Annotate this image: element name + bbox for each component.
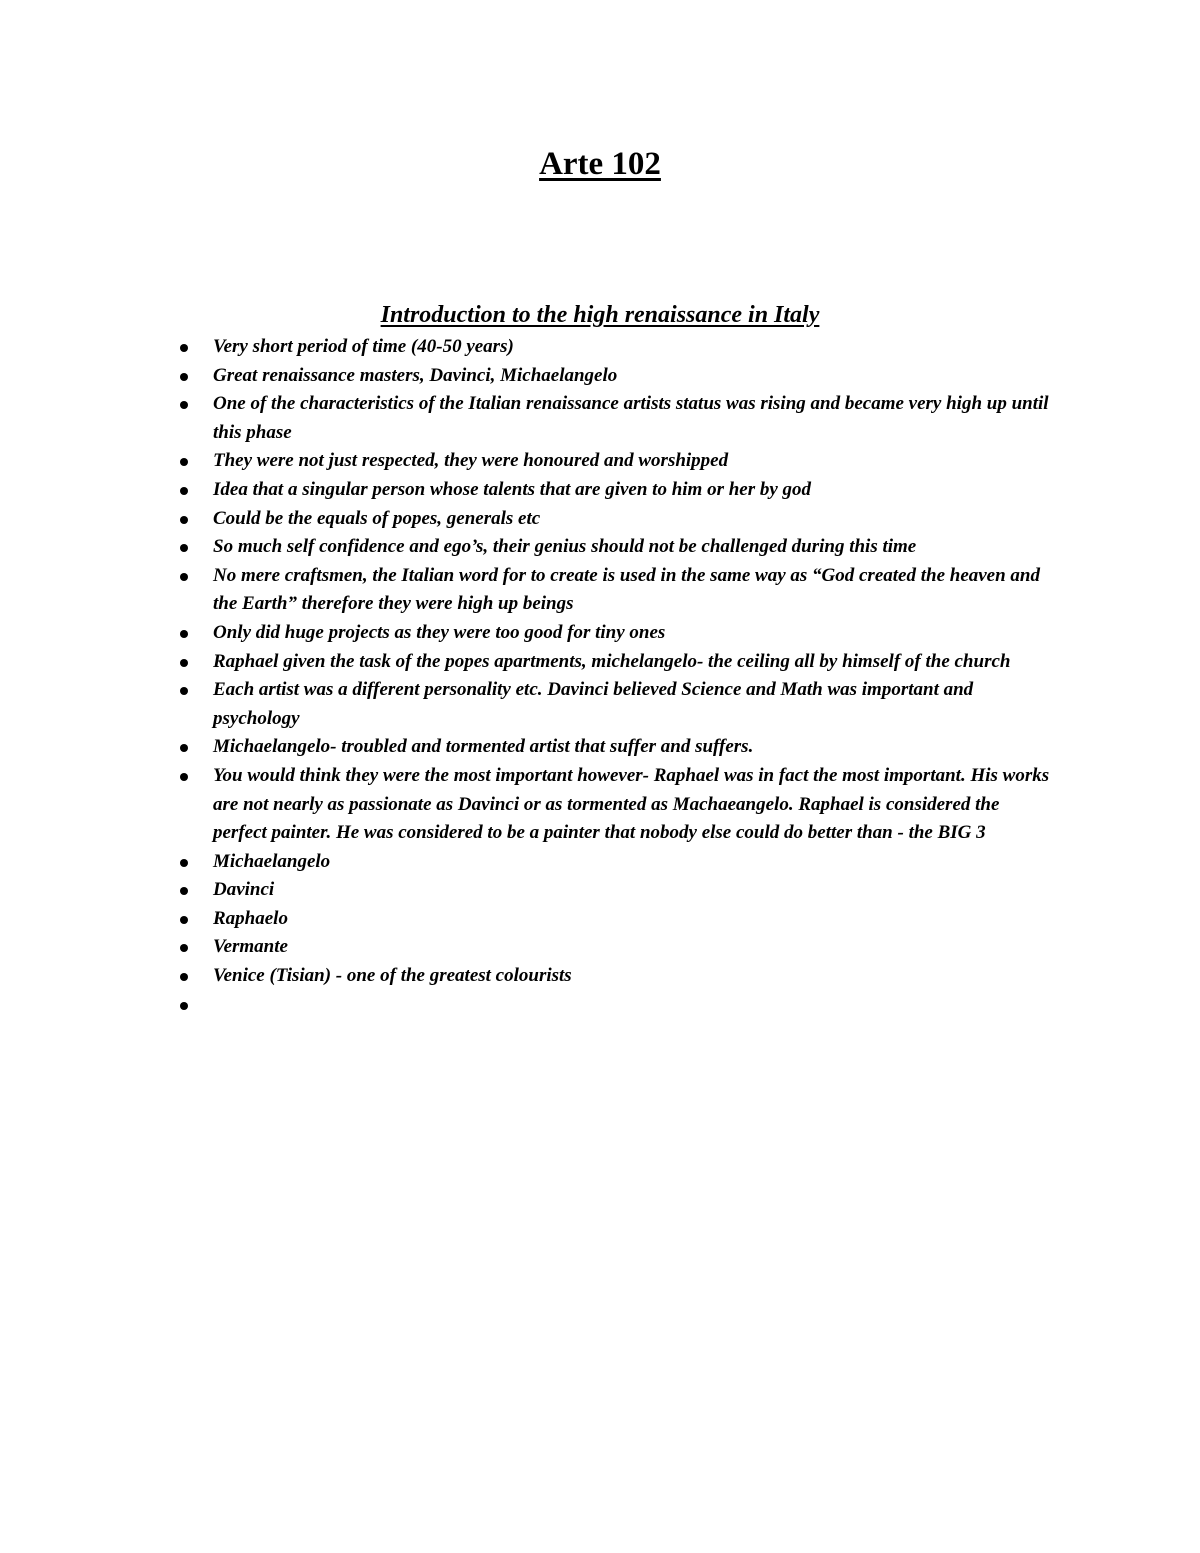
bullet-icon — [180, 516, 188, 524]
list-item — [176, 962, 1056, 991]
list-item-text: No mere craftsmen, the Italian word for to create is used in the same way as “God created the heaven and the Earth” therefore they were high up beings — [213, 564, 1041, 615]
list-item-text: Raphaelo — [213, 907, 288, 929]
list-item — [176, 619, 1056, 648]
bullet-icon — [180, 573, 188, 581]
bullet-icon — [180, 630, 188, 638]
list-item-text: Michaelangelo — [213, 850, 331, 872]
bullet-icon — [180, 458, 188, 466]
list-item-text: So much self confidence and ego’s, their genius should not be challenged during this time — [213, 536, 917, 558]
list-item — [176, 533, 1056, 562]
list-item-text: Venice (Tisian) - one of the greatest colourists — [213, 965, 572, 987]
bullet-icon — [180, 373, 188, 381]
bullet-icon — [180, 544, 188, 552]
list-item-text: They were not just respected, they were honoured and worshipped — [213, 450, 729, 472]
bullet-icon — [180, 659, 188, 667]
list-item — [176, 505, 1056, 534]
list-item-text: Very short period of time (40-50 years) — [213, 336, 514, 357]
list-item — [176, 733, 1056, 762]
list-item-text: Each artist was a different personality etc. Davinci believed Science and Math was important and psychology — [213, 679, 974, 729]
bullet-icon — [180, 944, 188, 952]
bullet-icon — [180, 973, 188, 981]
list-item — [176, 762, 1056, 848]
bullet-list — [176, 333, 1056, 1019]
list-item — [176, 562, 1056, 619]
bullet-icon — [180, 773, 188, 781]
list-item-empty — [176, 991, 1056, 1020]
bullet-icon — [180, 744, 188, 752]
bullet-icon — [180, 887, 188, 895]
list-item — [176, 476, 1056, 505]
list-item — [176, 933, 1056, 962]
bullet-icon — [180, 344, 188, 352]
list-item-text: Davinci — [213, 879, 275, 901]
document-title: Arte 102 — [539, 146, 661, 182]
bullet-icon — [180, 1002, 188, 1010]
list-item — [176, 905, 1056, 934]
list-item-text: Michaelangelo- troubled and tormented artist that suffer and suffers. — [213, 736, 754, 758]
bullet-icon — [180, 859, 188, 867]
list-item-text: Vermante — [213, 936, 288, 958]
bullet-icon — [180, 687, 188, 695]
list-item — [176, 362, 1056, 391]
bullet-icon — [180, 487, 188, 495]
list-item-text: Only did huge projects as they were too good for tiny ones — [213, 621, 666, 643]
list-item-text: Raphael given the task of the popes apartments, michelangelo- the ceiling all by himself of the church — [213, 650, 1011, 672]
list-item — [176, 447, 1056, 476]
list-item — [176, 676, 1056, 733]
list-item — [176, 648, 1056, 677]
list-item — [176, 333, 1056, 362]
bullet-icon — [180, 916, 188, 924]
section-heading: Introduction to the high renaissance in Italy — [380, 302, 820, 328]
list-item-text: Idea that a singular person whose talents that are given to him or her by god — [213, 478, 812, 500]
bullet-icon — [180, 401, 188, 409]
list-item — [176, 390, 1056, 447]
list-item-text: Great renaissance masters, Davinci, Michaelangelo — [213, 364, 618, 386]
list-item-text: One of the characteristics of the Italian renaissance artists status was rising and became very high up until this phase — [213, 393, 1049, 443]
list-item — [176, 876, 1056, 905]
list-item-text: Could be the equals of popes, generals etc — [213, 507, 541, 529]
list-item-text: You would think they were the most important however- Raphael was in fact the most important. His works are not nearly as passionate as Davinci or as tormented as Machaeangelo. Raphael is considered the perfect painter. He was considered to be a painter that nobody else could do better than - the BIG 3 — [213, 764, 1050, 844]
list-item — [176, 848, 1056, 877]
